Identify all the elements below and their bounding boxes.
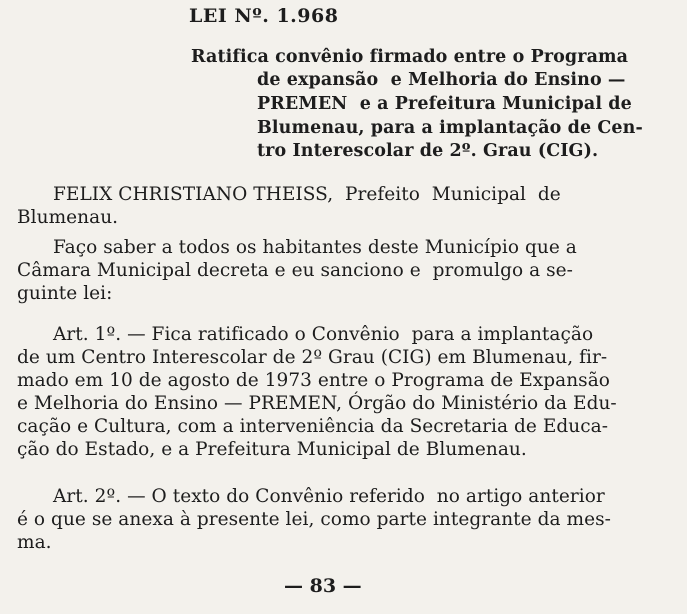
body-line: ma. — [17, 532, 52, 553]
ementa-line: Ratifica convênio firmado entre o Programa — [191, 47, 629, 67]
body-line: Faço saber a todos os habitantes deste Município que a — [53, 237, 577, 258]
body-line: Art. 2º. — O texto do Convênio referido no artigo anterior — [53, 486, 605, 507]
body-line: cação e Cultura, com a interveniência da Secretaria de Educa- — [17, 416, 609, 437]
ementa-line: de expansão e Melhoria do Ensino — — [257, 70, 626, 90]
page-number: — 83 — — [284, 575, 362, 597]
body-line: Blumenau. — [17, 207, 119, 228]
ementa-line: tro Interescolar de 2º. Grau (CIG). — [257, 141, 599, 161]
body-line: FELIX CHRISTIANO THEISS, Prefeito Municipal de — [53, 184, 561, 205]
body-line: e Melhoria do Ensino — PREMEN, Órgão do Ministério da Edu- — [17, 393, 617, 414]
ementa-line: PREMEN e a Prefeitura Municipal de — [257, 94, 632, 114]
body-line: guinte lei: — [17, 283, 113, 304]
law-title: LEI Nº. 1.968 — [189, 5, 339, 27]
body-line: é o que se anexa à presente lei, como parte integrante da mes- — [17, 509, 611, 530]
ementa-line: Blumenau, para a implantação de Cen- — [257, 118, 643, 138]
body-line: Câmara Municipal decreta e eu sanciono e promulgo a se- — [17, 260, 573, 281]
body-line: de um Centro Interescolar de 2º Grau (CIG) em Blumenau, fir- — [17, 347, 608, 368]
body-line: ção do Estado, e a Prefeitura Municipal de Blumenau. — [17, 439, 527, 460]
body-line: mado em 10 de agosto de 1973 entre o Programa de Expansão — [17, 370, 610, 391]
body-line: Art. 1º. — Fica ratificado o Convênio para a implantação — [53, 324, 594, 345]
